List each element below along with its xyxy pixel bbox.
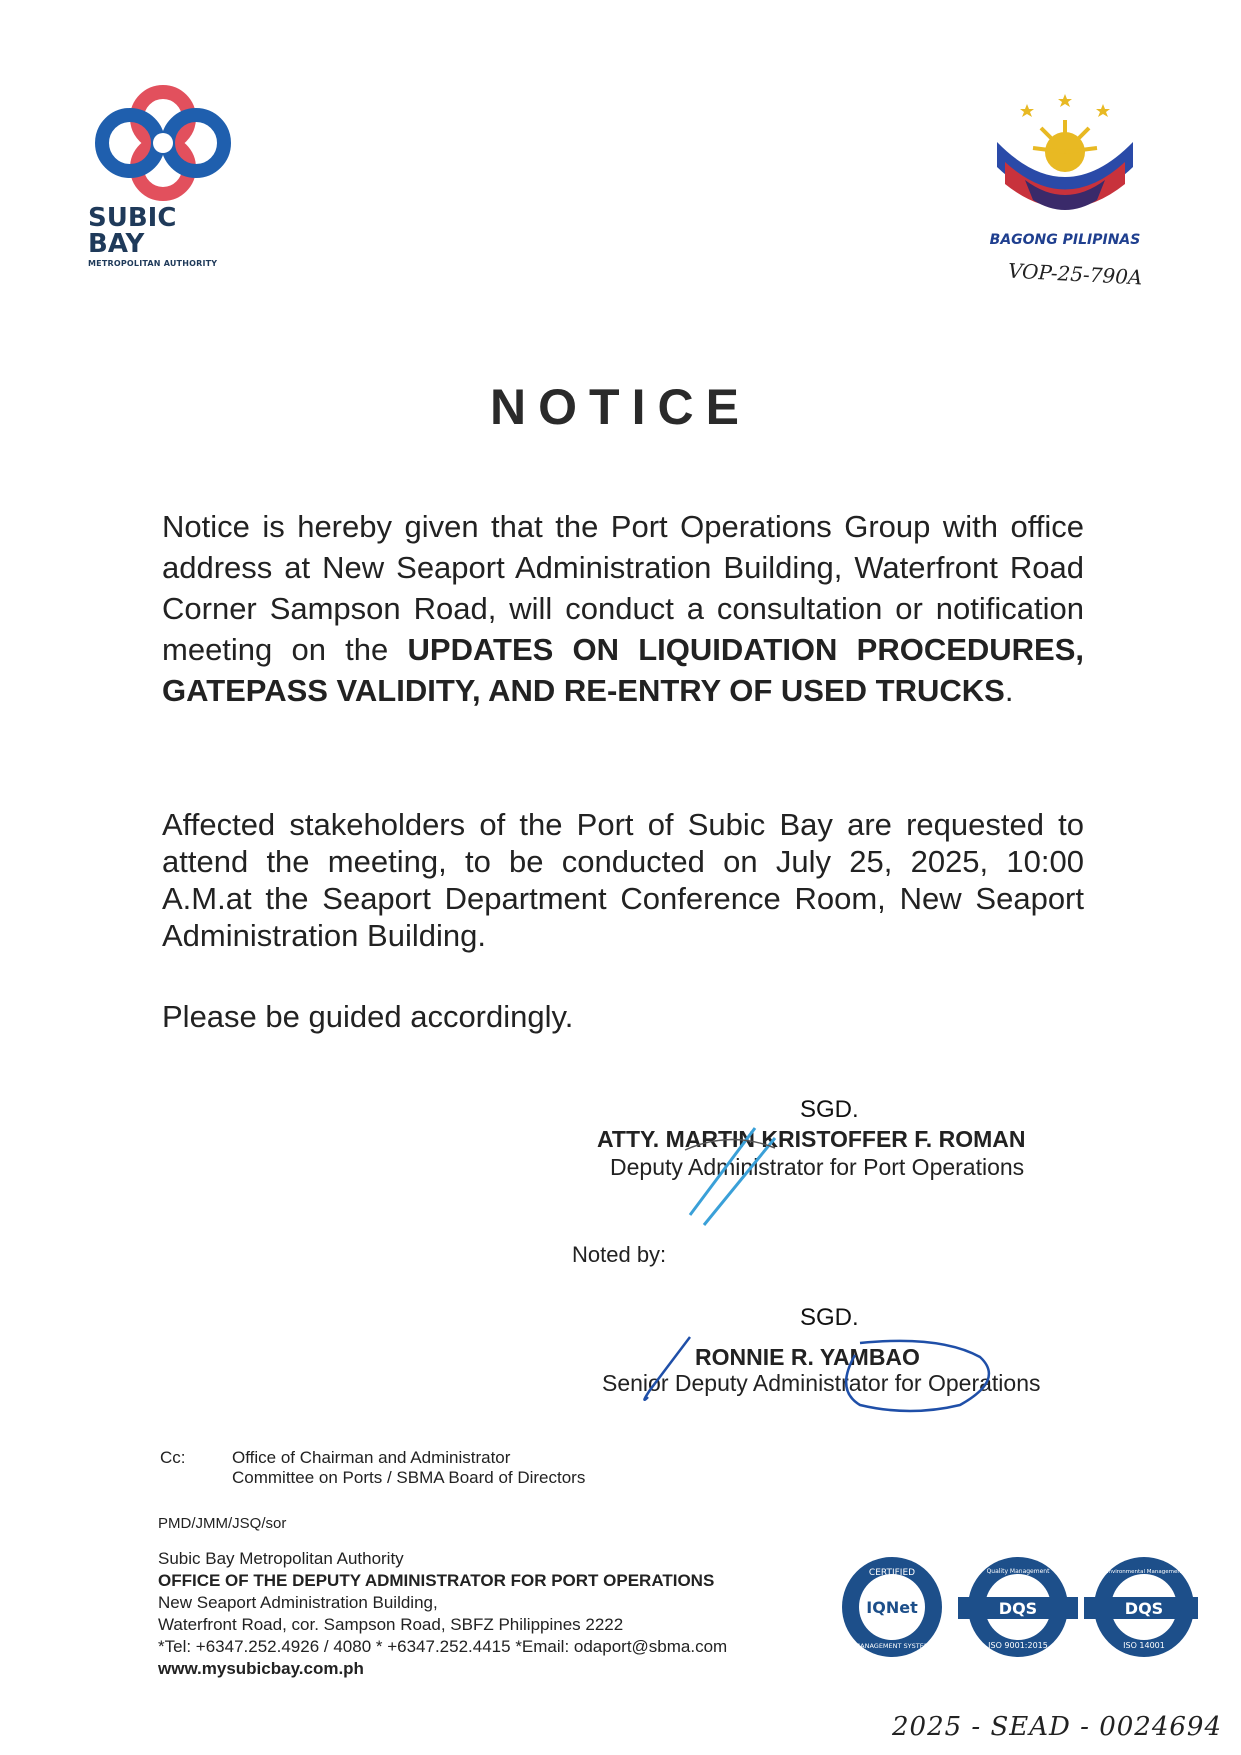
certification-badges [838, 1553, 1198, 1661]
bagong-pilipinas-emblem-icon [985, 92, 1145, 222]
footer-address-2: Waterfront Road, cor. Sampson Road, SBFZ Philippines 2222 [158, 1615, 624, 1634]
badge3-bottom: ISO 14001 [1123, 1641, 1165, 1650]
badge2-bottom: ISO 9001:2015 [988, 1641, 1048, 1650]
badge3-top: Environmental Management [1105, 1569, 1183, 1575]
notice-end: . [1004, 673, 1014, 708]
cc-recipient: Office of Chairman and Administrator [232, 1448, 511, 1467]
badge2-dqs: DQS [998, 1599, 1038, 1618]
signed-mark: SGD. [800, 1096, 859, 1123]
badge1-bottom: MANAGEMENT SYSTEM [854, 1642, 930, 1650]
footer-contact: *Tel: +6347.252.4926 / 4080 * +6347.252.4415 *Email: odaport@sbma.com [158, 1637, 728, 1656]
sbma-name: SUBIC BAY [88, 203, 177, 259]
footer-office: OFFICE OF THE DEPUTY ADMINISTRATOR FOR PORT OPERATIONS [158, 1571, 715, 1590]
bagong-pilipinas-logo [965, 92, 1165, 257]
noted-by-label: Noted by: [572, 1242, 667, 1267]
sbma-logo [88, 80, 238, 268]
cc-label: Cc: [160, 1448, 186, 1467]
footer-org: Subic Bay Metropolitan Authority [158, 1549, 404, 1568]
badge1-top: CERTIFIED [868, 1568, 916, 1578]
sbma-emblem-icon [88, 80, 238, 205]
signature-scribble [680, 1120, 780, 1230]
reference-initials: PMD/JMM/JSQ/sor [158, 1515, 287, 1532]
notice-paragraph [162, 506, 1084, 711]
handwritten-control-number: 2025 - SEAD - 0024694 [892, 1712, 1223, 1742]
badge2-top: Quality Management [986, 1568, 1050, 1575]
attendance-paragraph: Affected stakeholders of the Port of Subic Bay are requested to attend the meeting, to be conducted on July 25, 2025, 10:00 A.M.at the Seaport Department Conference Room, New Seaport Administration Building. [162, 807, 1084, 953]
signature-scribble-2 [640, 1335, 1040, 1415]
closing-paragraph: Please be guided accordingly. [162, 999, 574, 1034]
sbma-subtitle: METROPOLITAN AUTHORITY [88, 259, 218, 268]
meeting-subject: UPDATES ON LIQUIDATION PROCEDURES, GATEPASS VALIDITY, AND RE-ENTRY OF USED TRUCKS [162, 632, 1085, 708]
cc-list [232, 1448, 585, 1488]
notice-text: Notice is hereby given that the Port Operations Group with office address at New Seaport Administration Building, Waterfront Road Corner Sampson Road, will conduct a consultation or notification meeting on the [162, 509, 1084, 667]
bagong-pilipinas-name: BAGONG PILIPINAS [989, 232, 1141, 248]
footer-website: www.mysubicbay.com.ph [158, 1659, 364, 1678]
page-title: NOTICE [490, 379, 751, 435]
badge1-center: IQNet [866, 1598, 918, 1617]
footer-address-1: New Seaport Administration Building, [158, 1593, 438, 1612]
iso-certification-icon [838, 1553, 1198, 1661]
noted-signer-title: Senior Deputy Administrator for Operations [602, 1370, 1041, 1396]
cc-recipient: Committee on Ports / SBMA Board of Directors [232, 1468, 586, 1487]
handwritten-ref-number: VOP-25-790A [1007, 258, 1143, 290]
signer-title: Deputy Administrator for Port Operations [610, 1154, 1025, 1180]
badge3-dqs: DQS [1124, 1599, 1164, 1618]
signer-name: ATTY. MARTIN KRISTOFFER F. ROMAN [597, 1126, 1026, 1152]
footer [158, 1548, 727, 1680]
noted-signer-name: RONNIE R. YAMBAO [695, 1344, 920, 1370]
signed-mark-2: SGD. [800, 1304, 859, 1331]
